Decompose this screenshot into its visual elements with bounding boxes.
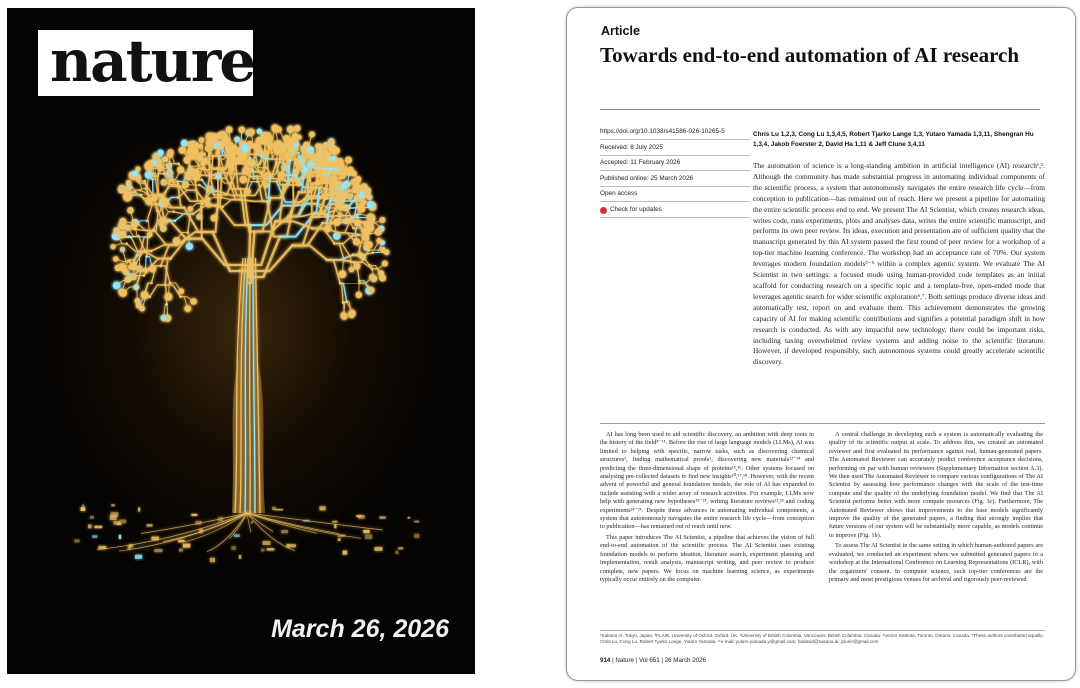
title-divider	[600, 109, 1040, 110]
body-paragraph: AI has long been used to aid scientific discovery, an ambition with deep roots in the history of the field⁸⁻¹¹. Before the rise of large language models (LLMs), AI was limited to helping with specific, narrow tasks, such as discovering chemical structures², finding mathematical proofs¹, discovering new materials¹²⁻¹⁴ and predicting the three-dimensional shape of proteins¹⁵,¹⁶. Other systems focused on analysing pre-collected datasets to find new insights¹⁰,¹⁷,¹⁸. However, with the recent advent of powerful and general foundation models, the role of AI has expanded to include assisting with a wider array of research activities. For example, LLMs now help with generating new hypotheses¹⁹⁻²¹, writing literature reviews²²,²³ and coding experiments²⁴⁻²⁶. Despite these advances in automating individual components, a system that autonomously navigates the entire research life cycle—from conception to publication—has remained out of reach until now.	[600, 431, 814, 531]
body-paragraph: To assess The AI Scientist in the same setting in which human-authored papers are evaluated, we conducted an experiment where we submitted generated papers to a workshop at the International Conference on Learning Representations (ICLR), with the organizers' consent. In computer science, such top-tier conferences are the primary and most prestigious venues for archival and rigorously peer-reviewed	[829, 542, 1043, 583]
published-date: Published online: 25 March 2026	[600, 173, 750, 187]
check-updates-icon	[600, 207, 607, 214]
article-title: Towards end-to-end automation of AI research	[600, 43, 1020, 67]
footnote-divider	[600, 630, 1045, 631]
section-label: Article	[601, 24, 640, 38]
article-metadata	[600, 126, 750, 219]
received-date: Received: 8 July 2025	[600, 142, 750, 156]
folio-journal-info: | Nature | Vol 651 | 26 March 2026	[612, 657, 706, 664]
body-column-right	[829, 431, 1043, 586]
check-updates-label: Check for updates	[610, 206, 662, 213]
body-column-left	[600, 431, 814, 586]
abstract: The automation of science is a long-standing ambition in artificial intelligence (AI) research¹,². Although the community has made substantial progress in automating individual components of the scientific process, a system that autonomously navigates the entire research life cycle—from conception to publication—has remained out of reach. Here we present a pipeline for automating the entire scientific process end to end. We present The AI Scientist, which creates research ideas, writes code, runs experiments, plots and analyses data, writes the entire scientific manuscript, and performs its own peer review. Its ideas, execution and presentation are of sufficient quality that the manuscript generated by this AI system passed the first round of peer review for a workshop of a top-tier machine learning conference. The workshop had an acceptance rate of 70%. Our system leverages modern foundation models³⁻⁵ within a complex agentic system. We evaluate The AI Scientist in two settings: a focused mode using human-provided code templates as an initial scaffold for conducting research on a specific topic and a template-free, open-ended mode that leverages agentic search for wider scientific exploration⁶,⁷. Both settings produce diverse ideas and automatically test, report on and evaluate them. This achievement demonstrates the growing capacity of AI for making scientific contributions and signifies a potential paradigm shift in how research is conducted. As with any impactful new technology, there could be important risks, including taxing overwhelmed review systems and adding noise to the scientific literature. However, if developed responsibly, such autonomous systems could greatly accelerate scientific discovery.	[753, 161, 1045, 367]
nature-masthead	[38, 27, 255, 96]
author-list: Chris Lu 1,2,3, Cong Lu 1,3,4,5, Robert Tjarko Lange 1,3, Yutaro Yamada 1,3,11, Shengran Hu 1,3,4, Jakob Foerster 2, David Ha 1,11 & Jeff Clune 3,4,11	[753, 131, 1034, 148]
page-folio	[600, 657, 706, 664]
article-page	[566, 7, 1076, 681]
body-paragraph: A central challenge in developing such a system is automatically evaluating the quality of its scientific output at scale. To address this, we created an automated reviewer and first evaluated its performance against real, human-generated papers. The Automated Reviewer can accurately predict conference acceptance decisions, performing on par with human reviewers (Supplementary Information section A.3). We then used The Automated Reviewer to compare various configurations of The AI Scientist by assessing how performance changes with the scale of the test-time compute and the quality of the underlying foundation model. We find that The AI Scientist performs better with more compute resources (Fig. 3c). Furthermore, The Automated Reviewer shows that improvements to the base models significantly improve the quality of the generated papers, a finding that strongly implies that future versions of our system will be substantially more capable, as models continue to improve (Fig. 1b).	[829, 431, 1043, 539]
check-updates-link[interactable]	[600, 204, 750, 218]
doi-link[interactable]: https://doi.org/10.1038/s41586-026-10265-5	[600, 126, 750, 140]
circuit-tree-illustration	[7, 8, 475, 674]
body-paragraph: This paper introduces The AI Scientist, a pipeline that achieves the vision of full end-to-end automation of the scientific process. The AI Scientist uses existing foundation models to perform ideation, literature search, experiment planning and implementation, result analysis, manuscript writing, and peer review to produce complete, new papers. We focus on machine learning science, as experiments typically occur entirely on the computer.	[600, 533, 814, 583]
accepted-date: Accepted: 11 February 2026	[600, 157, 750, 171]
affiliations-footnote: ¹Sakana AI, Tokyo, Japan. ²FLAIR, University of Oxford, Oxford, UK. ³University of British Columbia, Vancouver, British Columbia, Canada. ⁴Vector Institute, Toronto, Ontario, Canada. ⁵These authors contributed equally: Chris Lu, Cong Lu, Robert Tjarko Lange, Yutaro Yamada. ¹¹e-mail: yutaro.yamada.y@gmail.com; hadavid@sakana.ai; jclune@gmail.com	[600, 633, 1044, 645]
page-number: 914	[600, 657, 611, 664]
abstract-divider	[600, 423, 1045, 424]
masthead-text: nature	[50, 27, 255, 95]
cover-date: March 26, 2026	[271, 615, 449, 643]
open-access-label: Open access	[600, 188, 750, 202]
magazine-cover	[7, 8, 475, 674]
